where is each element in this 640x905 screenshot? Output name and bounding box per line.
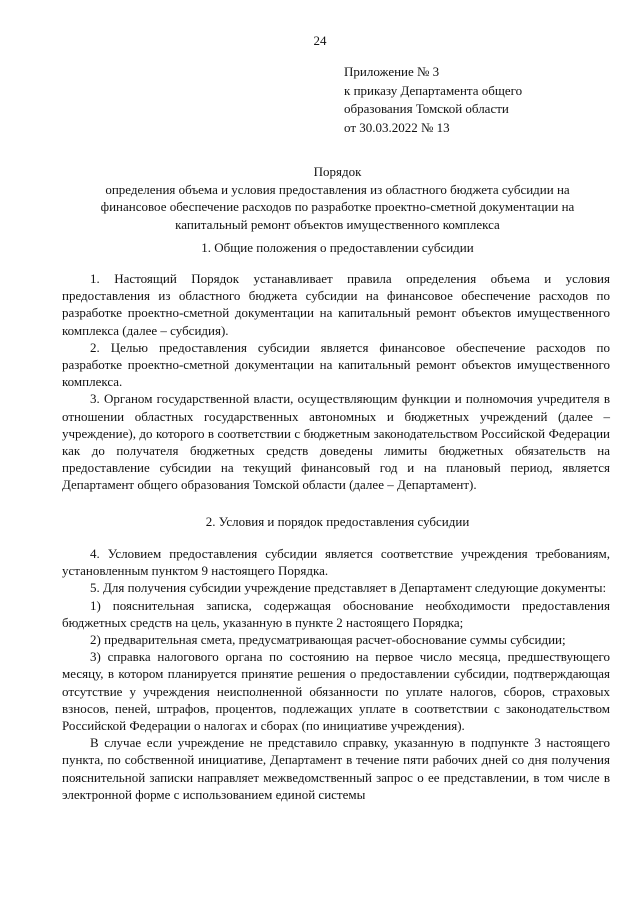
- paragraph: 1. Настоящий Порядок устанавливает правила определения объема и условия предоставления из областного бюджета субсидии на финансовое обеспечение расходов по разработке проектно-сметной документации на капитальный ремонт объектов имущественного комплекса (далее – субсидия).: [62, 271, 610, 338]
- paragraph: 3. Органом государственной власти, осуществляющим функции и полномочия учредителя в отношении областных государственных автономных и бюджетных учреждений (далее – учреждение), до которого в соответствии с бюджетным законодательством Российской Федерации как до получателя бюджетных средств доведены лимиты бюджетных обязательств на предоставление субсидии на текущий финансовый год и на плановый период, является Департамент общего образования Томской области (далее – Департамент).: [62, 391, 610, 493]
- paragraph: В случае если учреждение не представило справку, указанную в подпункте 3 настоящего пункта, по собственной инициативе, Департамент в течение пяти рабочих дней со дня получения пояснительной записки направляет межведомственный запрос о ее представлении, в том числе в электронной форме с использованием единой системы: [62, 735, 610, 802]
- page-number: 24: [313, 33, 327, 48]
- section-heading-conditions: 2. Условия и порядок предоставления субсидии: [205, 514, 470, 529]
- appendix-line: образования Томской области: [344, 101, 509, 116]
- appendix-line: Приложение № 3: [344, 64, 440, 79]
- paragraph: 2. Целью предоставления субсидии является финансовое обеспечение расходов по разработке проектно-сметной документации на капитальный ремонт объектов имущественного комплекса.: [62, 339, 610, 390]
- list-item: 2) предварительная смета, предусматривающая расчет-обоснование суммы субсидии;: [90, 632, 566, 648]
- section-heading-general: 1. Общие положения о предоставлении субсидии: [201, 240, 474, 255]
- paragraph: 4. Условием предоставления субсидии является соответствие учреждения требованиям, установленным пунктом 9 настоящего Порядка.: [62, 546, 610, 579]
- title-line: капитальный ремонт объектов имущественного комплекса: [175, 216, 500, 232]
- title-line: финансовое обеспечение расходов по разработке проектно-сметной документации на: [100, 199, 575, 214]
- section-general-body: [62, 270, 610, 494]
- appendix-line: к приказу Департамента общего: [344, 82, 523, 98]
- list-item: 3) справка налогового органа по состоянию на первое число месяца, предшествующего месяцу, в котором планируется принятие решения о предоставлении субсидии, подтверждающая отсутствие у учреждения неисполненной обязанности по уплате налогов, сборов, страховых взносов, пеней, штрафов, процентов, подлежащих уплате в соответствии с законодательством Российской Федерации о налогах и сборах (по инициативе учреждения).: [62, 649, 610, 734]
- paragraph: 5. Для получения субсидии учреждение представляет в Департамент следующие документы:: [90, 580, 607, 596]
- appendix-line: от 30.03.2022 № 13: [344, 119, 450, 135]
- section-conditions-body: [62, 545, 610, 803]
- document-title: [75, 163, 600, 233]
- appendix-note: [344, 63, 522, 137]
- title-line: определения объема и условия предоставления из областного бюджета субсидии на: [105, 181, 570, 197]
- list-item: 1) пояснительная записка, содержащая обоснование необходимости предоставления бюджетных средств на цель, указанную в пункте 2 настоящего Порядка;: [62, 597, 610, 630]
- title-line: Порядок: [313, 164, 362, 179]
